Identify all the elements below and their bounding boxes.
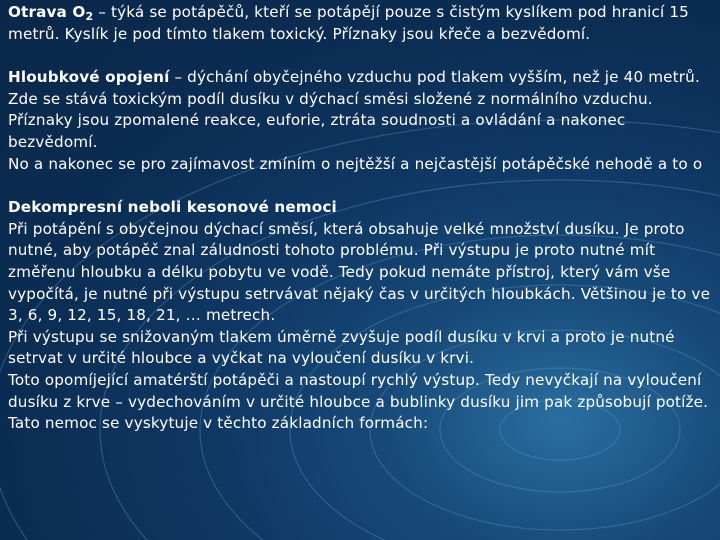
decompression-paragraph-3: Toto opomíjející amatérští potápěči a nastoupí rychlý výstup. Tedy nevyčkají na vyloučení dusíku z krve – vydechováním v určité hloubce a bublinky dusíku jim pak způsobují potíže. (8, 370, 709, 411)
decompression-paragraph-2: Při výstupu se snižovaným tlakem úměrně zvyšuje podíl dusíku v krvi a proto je nutné setrvat v určité hloubce a vyčkat na vyloučení dusíku v krvi. (8, 327, 675, 368)
decompression-paragraph-4: Tato nemoc se vyskytuje v těchto základních formách: (8, 414, 429, 433)
decompression-paragraph-1: Při potápění s obyčejnou dýchací směsí, která obsahuje velké množství dusíku. Je proto nutné, aby potápěč znal záludnosti tohoto problému. Při výstupu je proto nutné mít změřenu hloubku a délku pobytu ve vodě. Tedy pokud nemáte přístroj, který vám vše vypočítá, je nutné při výstupu setrvávat nějaký čas v určitých hloubkách. Většinou je to ve 3, 6, 9, 12, 15, 18, 21, … metrech. (8, 219, 711, 325)
oxygen-poisoning-term: Otrava $O_2$ (8, 3, 94, 23)
nitrogen-narcosis-paragraph: Hloubkové opojení – dýchání obyčejného vzduchu pod tlakem vyšším, než je 40 metrů. Zde se stává toxickým podíl dusíku v dýchací směsi složené z normálního vzduchu. Příznaky jsou zpomalené reakce, euforie, ztráta soudnosti a ovládání a nakonec bezvědomí. (8, 68, 700, 151)
intro-line: No a nakonec se pro zajímavost zmíním o nejtěžší a nejčastější potápěčské nehodě a to o (8, 154, 703, 173)
oxygen-poisoning-paragraph: Otrava $O_2$ – týká se potápěčů, kteří se potápějí pouze s čistým kyslíkem pod hranicí 15 metrů. Kyslík je pod tímto tlakem toxický. Příznaky jsou křeče a bezvědomí. (8, 3, 689, 43)
text-content (8, 2, 714, 435)
decompression-title: Dekompresní neboli kesonové nemoci (8, 198, 337, 217)
nitrogen-narcosis-term: Hloubkové opojení (8, 68, 170, 87)
